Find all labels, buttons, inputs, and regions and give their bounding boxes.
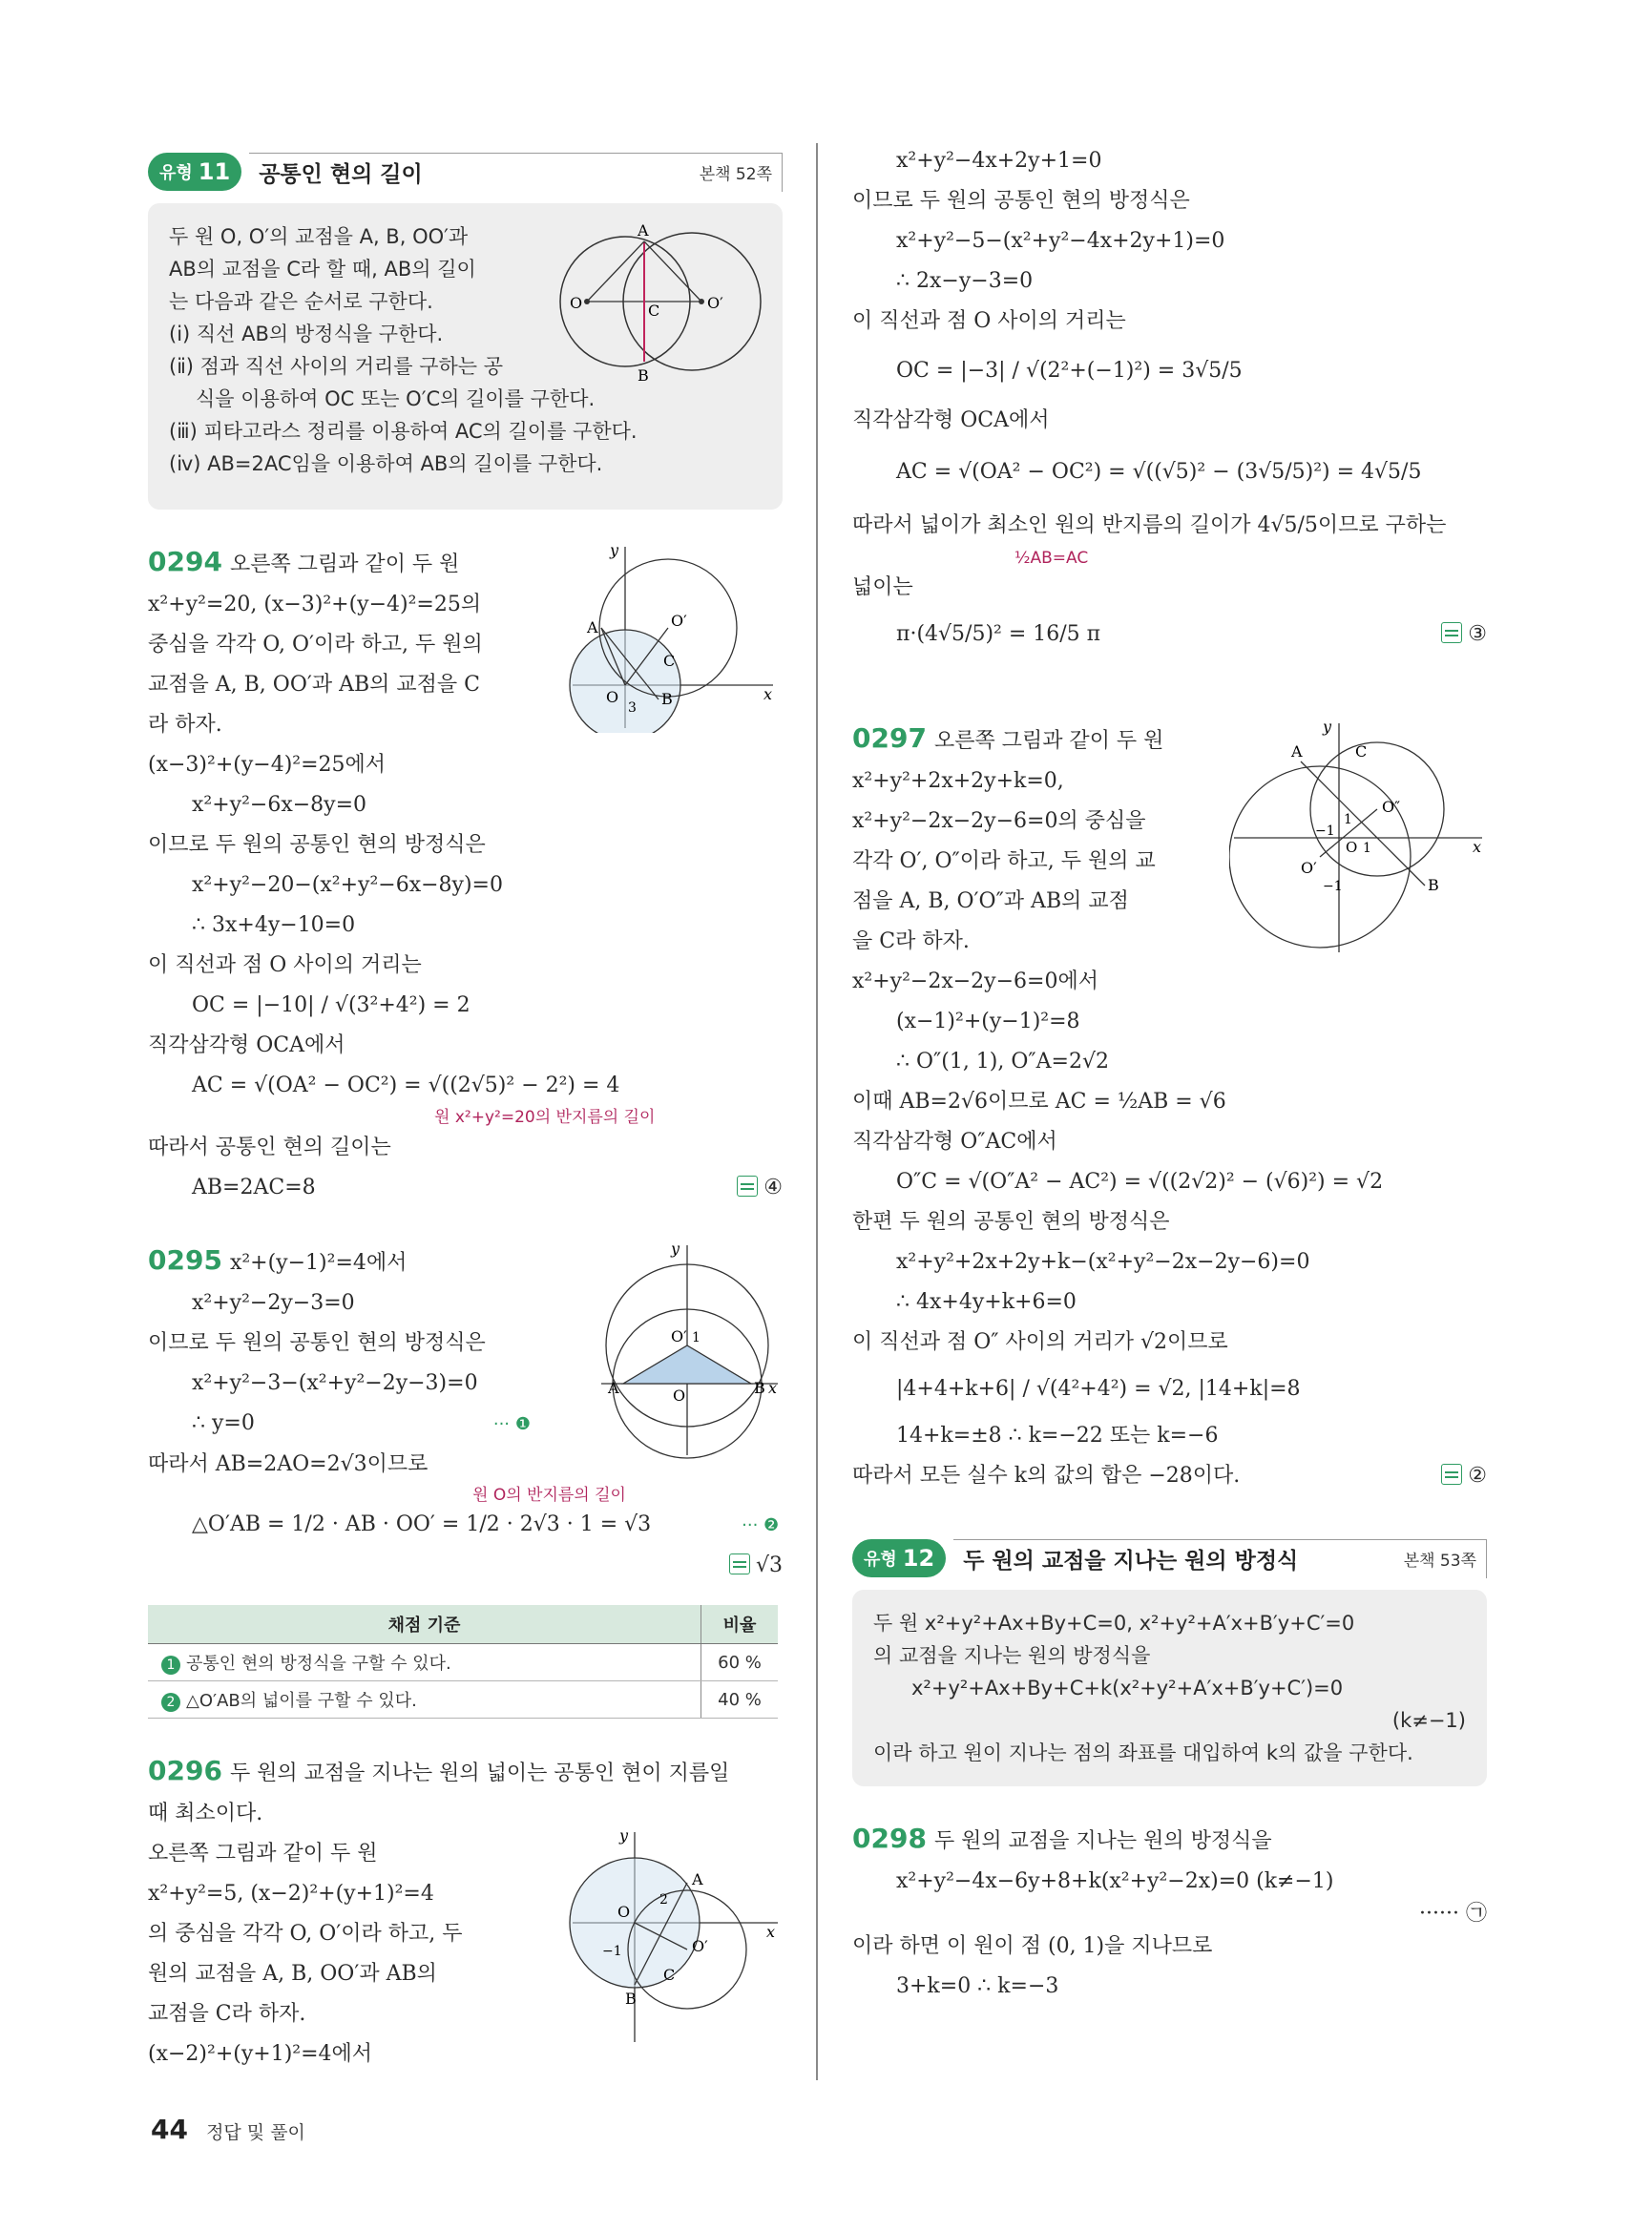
text-line: 따라서 AB=2AO=2√3이므로 (148, 1452, 429, 1476)
summary-line: x²+y²+Ax+By+C+k(x²+y²+A′x+B′y+C′)=0 (911, 1677, 1344, 1699)
badge-number: 12 (902, 1545, 935, 1572)
svg-text:B: B (1428, 876, 1439, 894)
type11-title: 공통인 현의 길이 (259, 162, 423, 187)
badge-label: 유형 (864, 1550, 897, 1570)
text-line: x²+(y−1)²=4에서 (229, 1251, 408, 1275)
svg-text:2: 2 (659, 1892, 668, 1908)
equation: x²+y²−4x+2y+1=0 (896, 149, 1102, 173)
table-row (148, 1681, 778, 1719)
text-line: 라 하자. (148, 713, 222, 737)
text-line: 두 원의 교점을 지나는 원의 방정식을 (933, 1829, 1272, 1853)
equation: △O′AB = 1/2 · AB · OO′ = 1/2 · 2√3 · 1 = √3 (192, 1512, 652, 1536)
text-line: 점을 A, B, O′O″과 AB의 교점 (852, 889, 1129, 913)
equation: OC = |−3| / √(2²+(−1)²) = 3√5/5 (896, 359, 1243, 383)
text-line: 오른쪽 그림과 같이 두 원 (148, 1842, 378, 1866)
grading-criterion: △O′AB의 넓이를 구할 수 있다. (186, 1691, 417, 1711)
text-line: 넓이는 (852, 575, 913, 599)
summary-line: (k≠−1) (1391, 1709, 1466, 1732)
text-line: x²+y²=5, (x−2)²+(y+1)²=4 (148, 1882, 434, 1906)
svg-text:O: O (570, 294, 583, 312)
svg-text:A: A (587, 618, 598, 636)
svg-text:1: 1 (1363, 841, 1371, 856)
svg-text:B: B (625, 1990, 637, 2008)
type12-ref: 본책 53쪽 (1403, 1552, 1476, 1571)
text-line: 이므로 두 원의 공통인 현의 방정식은 (148, 1331, 486, 1355)
svg-text:x: x (763, 685, 773, 703)
summary-line: (ⅱ) 점과 직선 사이의 거리를 구하는 공 (169, 355, 504, 378)
answer (1441, 608, 1487, 661)
annotation-note: ½AB=AC (1014, 549, 1089, 568)
svg-text:A: A (638, 221, 649, 240)
two-circles-diagram (549, 220, 778, 383)
equation: ∴ 4x+4y+k+6=0 (896, 1290, 1077, 1314)
problem-0297 (852, 719, 1487, 1496)
svg-text:O: O (606, 688, 619, 706)
svg-text:A: A (692, 1870, 703, 1888)
text-line: (x−3)²+(y−4)²=25에서 (148, 753, 387, 777)
equation: 14+k=±8 ∴ k=−22 또는 k=−6 (896, 1424, 1219, 1448)
problem-0298 (852, 1819, 1487, 2007)
equation: x²+y²−4x−6y+8+k(x²+y²−2x)=0 (k≠−1) (896, 1869, 1334, 1893)
summary-line: 는 다음과 같은 순서로 구한다. (169, 290, 433, 313)
step-number: 2 (161, 1693, 180, 1712)
text-line: 한편 두 원의 공통인 현의 방정식은 (852, 1210, 1170, 1234)
svg-text:1: 1 (1344, 812, 1352, 827)
equation: |4+4+k+6| / √(4²+4²) = √2, |14+k|=8 (896, 1377, 1301, 1401)
answer-value: ② (1468, 1464, 1487, 1488)
equation: AC = √(OA² − OC²) = √((2√5)² − 2²) = 4 (192, 1074, 620, 1097)
text-line: 따라서 공통인 현의 길이는 (148, 1136, 391, 1159)
equation: x²+y²−20−(x²+y²−6x−8y)=0 (192, 873, 503, 897)
grading-criterion: 공통인 현의 방정식을 구할 수 있다. (186, 1654, 451, 1674)
badge-number: 11 (198, 158, 231, 185)
text-line: (x−2)²+(y+1)²=4에서 (148, 2042, 373, 2066)
svg-text:−1: −1 (1315, 824, 1335, 839)
p0295-graph (596, 1241, 783, 1460)
step-marker: ··· ❷ (742, 1515, 780, 1535)
equation: x²+y²−6x−8y=0 (192, 793, 367, 817)
text-line: x²+y²−2x−2y−6=0에서 (852, 970, 1098, 993)
column-divider (816, 143, 818, 2080)
text-line: 이라 하면 이 원이 점 (0, 1)을 지나므로 (852, 1934, 1213, 1958)
type12-title-box (953, 1539, 1487, 1578)
equation: ∴ 3x+4y−10=0 (192, 913, 356, 937)
type12-title: 두 원의 교점을 지나는 원의 방정식 (963, 1549, 1299, 1574)
svg-text:x: x (766, 1923, 776, 1941)
type11-ref: 본책 52쪽 (699, 165, 772, 184)
svg-text:C: C (663, 1966, 676, 1984)
grading-header: 채점 기준 (148, 1605, 701, 1644)
problem-number: 0296 (148, 1755, 222, 1786)
answer-value: √3 (755, 1553, 783, 1577)
svg-text:1: 1 (692, 1330, 701, 1345)
text-line: 교점을 C라 하자. (148, 2002, 306, 2026)
equation: x²+y²−3−(x²+y²−2y−3)=0 (192, 1371, 478, 1395)
equation: AB=2AC=8 (192, 1176, 316, 1199)
text-line: 이므로 두 원의 공통인 현의 방정식은 (148, 833, 486, 857)
text-line: 교점을 A, B, OO′과 AB의 교점을 C (148, 673, 480, 697)
text-line: 이때 AB=2√6이므로 AC = ½AB = √6 (852, 1090, 1226, 1114)
type11-badge (148, 153, 241, 191)
svg-text:O′: O′ (671, 1327, 687, 1345)
type12-badge (852, 1539, 946, 1577)
summary-line: (ⅲ) 피타고라스 정리를 이용하여 AC의 길이를 구한다. (169, 420, 638, 443)
answer-icon (1441, 622, 1462, 643)
answer (737, 1168, 783, 1208)
svg-text:O′: O′ (671, 612, 687, 630)
problem-0295 (148, 1241, 783, 1586)
page-footer (151, 2114, 305, 2145)
svg-text:−1: −1 (1323, 879, 1343, 894)
type12-header (852, 1534, 1487, 1582)
answer (148, 1546, 783, 1586)
svg-text:C: C (648, 302, 660, 320)
problem-number: 0294 (148, 546, 222, 577)
text-line: 직각삼각형 OCA에서 (148, 1033, 345, 1057)
svg-text:O′: O′ (707, 294, 723, 312)
annotation-note: 원 x²+y²=20의 반지름의 길이 (434, 1108, 656, 1127)
footer-label: 정답 및 풀이 (206, 2122, 305, 2143)
equation: 3+k=0 ∴ k=−3 (896, 1974, 1059, 1998)
svg-text:y: y (610, 542, 619, 559)
svg-text:B: B (661, 690, 673, 708)
answer-icon (729, 1553, 750, 1574)
type11-summary (148, 203, 783, 510)
problem-number: 0295 (148, 1244, 222, 1276)
svg-text:O: O (673, 1387, 686, 1405)
type11-header (148, 148, 783, 196)
annotation-note: 원 O의 반지름의 길이 (472, 1486, 626, 1505)
text-line: x²+y²+2x+2y+k=0, (852, 769, 1064, 793)
left-column (148, 148, 783, 2075)
p0296-graph (568, 1827, 783, 2047)
text-line: 오른쪽 그림과 같이 두 원 (933, 729, 1164, 753)
svg-text:C: C (663, 652, 676, 670)
svg-text:−1: −1 (602, 1944, 622, 1959)
text-line: x²+y²=20, (x−3)²+(y−4)²=25의 (148, 593, 482, 616)
step-marker: ··· ❶ (492, 1414, 531, 1434)
answer-value: ③ (1468, 622, 1487, 646)
answer (1441, 1456, 1487, 1496)
text-line: 따라서 모든 실수 k의 값의 합은 −28이다. (852, 1464, 1241, 1488)
answer-icon (1441, 1464, 1462, 1485)
grading-ratio: 60 % (701, 1644, 779, 1681)
summary-line: AB의 교점을 C라 할 때, AB의 길이 (169, 258, 476, 281)
text-line: 이므로 두 원의 공통인 현의 방정식은 (852, 189, 1190, 213)
text-line: 원의 교점을 A, B, OO′과 AB의 (148, 1962, 437, 1986)
svg-text:y: y (1323, 719, 1332, 736)
svg-text:O: O (1346, 839, 1358, 856)
summary-line: 이라 하고 원이 지나는 점의 좌표를 대입하여 k의 값을 구한다. (873, 1741, 1413, 1764)
equation: x²+y²+2x+2y+k−(x²+y²−2x−2y−6)=0 (896, 1250, 1310, 1274)
text-line: 직각삼각형 O″AC에서 (852, 1130, 1057, 1154)
equation: x²+y²−2y−3=0 (192, 1291, 355, 1315)
svg-text:O″: O″ (1382, 798, 1401, 816)
text-line: 직각삼각형 OCA에서 (852, 408, 1050, 432)
svg-text:3: 3 (628, 700, 637, 716)
text-line: 이 직선과 점 O″ 사이의 거리가 √2이므로 (852, 1330, 1228, 1354)
badge-label: 유형 (159, 163, 193, 183)
problem-number: 0298 (852, 1823, 927, 1854)
text-line: 이 직선과 점 O 사이의 거리는 (148, 953, 422, 977)
page-number: 44 (151, 2114, 188, 2145)
grading-ratio: 40 % (701, 1681, 779, 1719)
grading-header: 비율 (701, 1605, 779, 1644)
text-line: 두 원의 교점을 지나는 원의 넓이는 공통인 현이 지름일 (229, 1762, 730, 1785)
step-number: 1 (161, 1656, 180, 1675)
text-line: 때 최소이다. (148, 1802, 263, 1825)
svg-text:O: O (617, 1903, 631, 1921)
svg-text:C: C (1355, 742, 1368, 761)
svg-text:B: B (638, 366, 649, 383)
summary-line: 식을 이용하여 OC 또는 O′C의 길이를 구한다. (196, 387, 596, 410)
problem-0294 (148, 542, 783, 1208)
svg-text:x: x (1473, 838, 1482, 856)
answer-value: ④ (763, 1176, 783, 1199)
equation: O″C = √(O″A² − AC²) = √((2√2)² − (√6)²) = √2 (896, 1170, 1384, 1194)
equation-tag: ······ ㉠ (1419, 1902, 1487, 1926)
type12-summary (852, 1590, 1487, 1786)
text-line: 오른쪽 그림과 같이 두 원 (229, 553, 460, 576)
svg-text:B: B (754, 1379, 765, 1397)
equation: x²+y²−5−(x²+y²−4x+2y+1)=0 (896, 229, 1225, 253)
summary-line: (ⅰ) 직선 AB의 방정식을 구한다. (169, 323, 444, 345)
svg-text:A: A (608, 1379, 619, 1397)
equation: OC = |−10| / √(3²+4²) = 2 (192, 993, 471, 1017)
text-line: x²+y²−2x−2y−6=0의 중심을 (852, 809, 1146, 833)
text-line: 따라서 넓이가 최소인 원의 반지름의 길이가 4√5/5이므로 구하는 (852, 513, 1447, 537)
summary-line: 두 원 x²+y²+Ax+By+C=0, x²+y²+A′x+B′y+C′=0 (873, 1612, 1355, 1635)
svg-text:y: y (671, 1241, 680, 1258)
svg-text:O′: O′ (692, 1937, 708, 1955)
equation: ∴ O″(1, 1), O″A=2√2 (896, 1050, 1109, 1074)
p0294-graph (568, 542, 783, 733)
svg-text:x: x (768, 1379, 778, 1397)
equation: π·(4√5/5)² = 16/5 π (896, 622, 1101, 646)
svg-text:O′: O′ (1301, 859, 1317, 877)
svg-text:A: A (1291, 742, 1303, 761)
type11-title-box (249, 153, 783, 192)
summary-line: (ⅳ) AB=2AC임을 이용하여 AB의 길이를 구한다. (169, 452, 603, 475)
right-column (852, 141, 1487, 2007)
p0297-graph (1229, 719, 1487, 957)
table-row (148, 1644, 778, 1681)
text-line: 을 C라 하자. (852, 929, 970, 953)
summary-line: 의 교점을 지나는 원의 방정식을 (873, 1644, 1151, 1667)
text-line: 각각 O′, O″이라 하고, 두 원의 교 (852, 849, 1156, 873)
equation: AC = √(OA² − OC²) = √((√5)² − (3√5/5)²) = 4√5/5 (896, 460, 1422, 484)
problem-0296 (148, 1751, 783, 2075)
equation: (x−1)²+(y−1)²=8 (896, 1010, 1080, 1033)
text-line: 중심을 각각 O, O′이라 하고, 두 원의 (148, 633, 483, 657)
svg-text:y: y (619, 1827, 629, 1845)
summary-line: 두 원 O, O′의 교점을 A, B, OO′과 (169, 225, 469, 248)
equation: ∴ y=0 (192, 1411, 255, 1435)
text-line: 이 직선과 점 O 사이의 거리는 (852, 309, 1126, 333)
problem-number: 0297 (852, 722, 927, 754)
text-line: 의 중심을 각각 O, O′이라 하고, 두 (148, 1922, 463, 1946)
grading-table (148, 1605, 778, 1719)
answer-icon (737, 1176, 758, 1197)
equation: ∴ 2x−y−3=0 (896, 269, 1034, 293)
